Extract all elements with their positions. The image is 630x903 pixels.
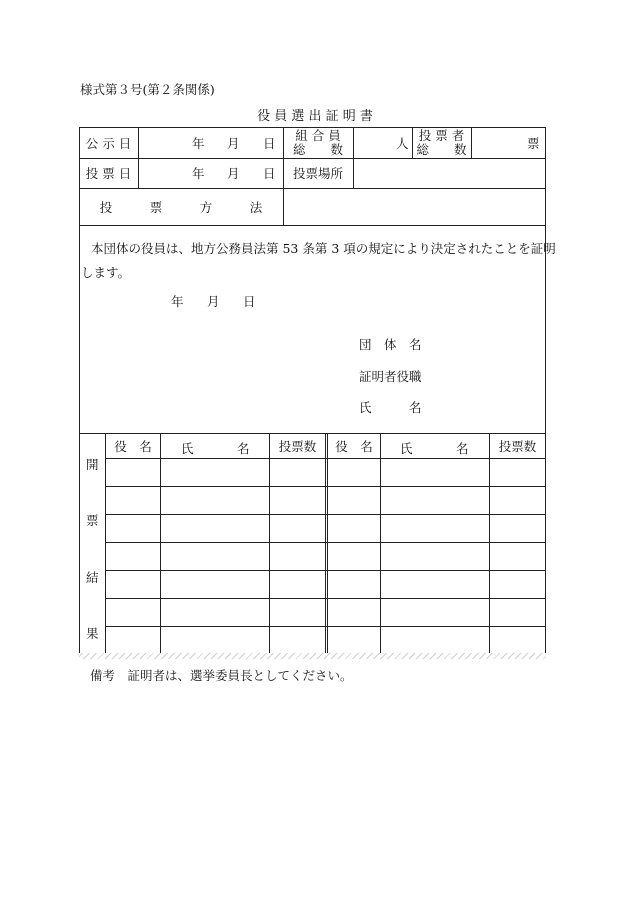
header-name-right-2: 名 xyxy=(456,441,469,456)
result-label-char-2: 票 xyxy=(86,513,99,528)
members-unit: 人 xyxy=(396,135,409,151)
voting-day-label: 日 xyxy=(263,166,276,181)
certification-text-line2: します。 xyxy=(81,265,131,280)
border-right xyxy=(545,127,546,657)
header-name-right-1: 氏 xyxy=(400,441,413,456)
cert-day-label: 日 xyxy=(243,294,256,309)
members-total-label xyxy=(283,127,353,158)
voting-place-label: 投票場所 xyxy=(292,166,343,181)
header-name-left-1: 氏 xyxy=(181,441,194,456)
document-title: 役 員 選 出 証 明 書 xyxy=(257,109,373,124)
organization-name-label: 団 体 名 xyxy=(359,337,422,352)
voting-month-label: 月 xyxy=(227,166,240,181)
voters-total-label-line1: 投 票 者 xyxy=(418,127,465,143)
form-table xyxy=(79,127,556,657)
form-number: 様式第３号(第２条関係) xyxy=(80,82,215,97)
header-votes-left: 投票数 xyxy=(278,438,317,454)
result-label-char-1: 開 xyxy=(86,457,99,472)
result-label-char-4: 果 xyxy=(86,626,99,641)
certifier-name-label: 氏 名 xyxy=(359,400,422,415)
notice-month-label: 月 xyxy=(227,135,240,151)
cert-month-label: 月 xyxy=(207,294,220,309)
members-total-label-line2: 総 数 xyxy=(292,141,343,157)
cert-year-label: 年 xyxy=(171,294,184,309)
notice-year-label: 年 xyxy=(192,135,205,151)
header-name-left-2: 名 xyxy=(237,441,250,456)
header-position-right: 役 名 xyxy=(335,438,373,454)
votes-unit: 票 xyxy=(527,135,540,151)
voting-year-label: 年 xyxy=(192,166,205,181)
voting-date-label: 投 票 日 xyxy=(85,166,132,181)
certifier-title-label: 証明者役職 xyxy=(359,369,422,384)
certification-text-line1: 本団体の役員は、地方公務員法第 53 条第 3 項の規定により決定されたことを証明 xyxy=(91,241,556,256)
note: 備考 証明者は、選挙委員長としてください。 xyxy=(90,668,353,683)
notice-day-label: 日 xyxy=(263,135,276,151)
torn-edge xyxy=(79,653,546,659)
result-label-char-3: 結 xyxy=(86,570,99,585)
voting-method-label: 投 票 方 法 xyxy=(99,199,263,215)
header-votes-right: 投票数 xyxy=(498,438,537,454)
voters-total-label-line2: 総 数 xyxy=(416,141,467,157)
header-position-left: 役 名 xyxy=(114,438,152,454)
voters-total-label xyxy=(412,127,471,158)
members-total-label-line1: 組 合 員 xyxy=(295,127,341,143)
public-notice-date-label: 公 示 日 xyxy=(85,135,132,151)
